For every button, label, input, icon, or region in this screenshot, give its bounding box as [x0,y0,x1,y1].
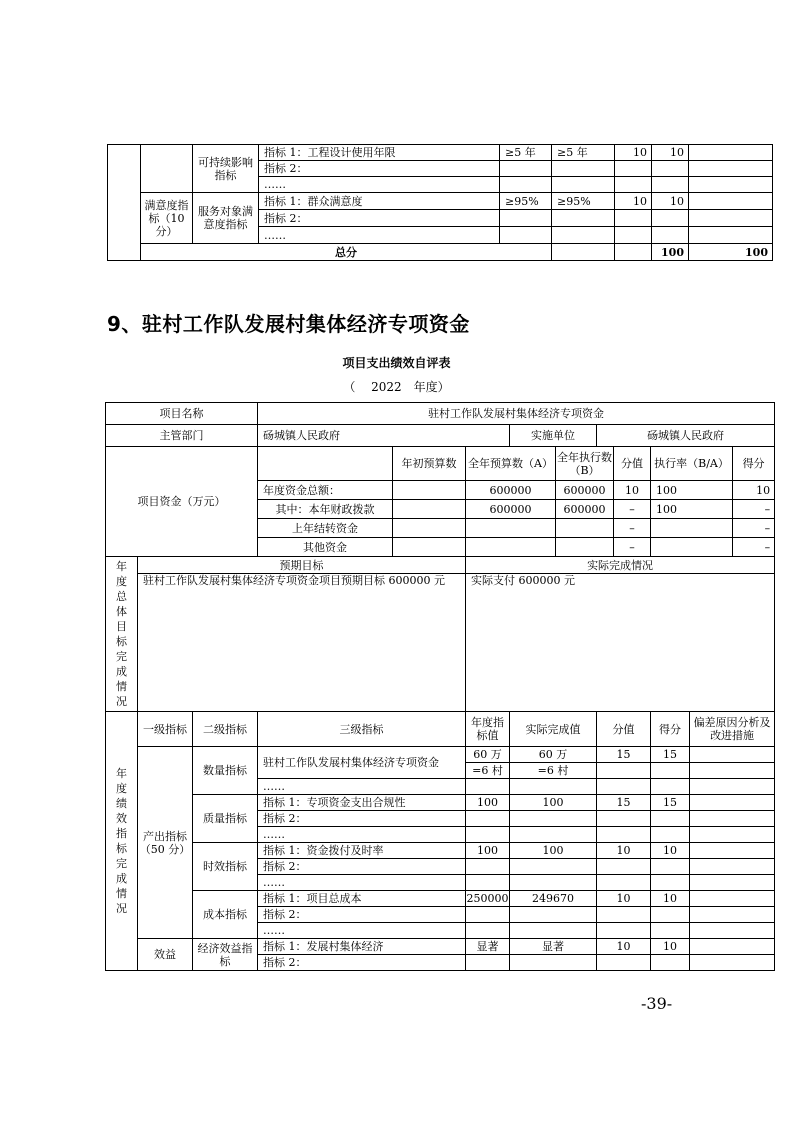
l2-sustainable: 可持续影响指标 [193,145,259,193]
score-value: – [733,500,775,519]
score-value: – [733,538,775,557]
actual-value: 显著 [510,939,597,955]
executed-value: 600000 [556,500,614,519]
project-name-value: 驻村工作队发展村集体经济专项资金 [258,403,775,425]
actual-value: ≥5 年 [552,145,615,161]
actual-goal-text: 实际支付 600000 元 [466,574,775,712]
dept-value: 砀城镇人民政府 [258,425,510,447]
weight-value: 10 [597,939,651,955]
indicator-name: 指标 1：资金拨付及时率 [258,843,466,859]
page-number: -39- [641,994,673,1013]
total-label: 总分 [141,244,552,261]
total-score: 100 [689,244,773,261]
score-value: 10 [733,481,775,500]
l2-economic: 经济效益指标 [193,939,258,971]
funds-row-label: 年度资金总额： [258,481,393,500]
indicator-name: 指标 2： [258,907,466,923]
indicator-name: …… [258,923,466,939]
score-value: 15 [651,795,690,811]
target-value: 250000 [466,892,509,905]
actual-goal-header: 实际完成情况 [466,557,775,574]
indicator-name: 指标 1：项目总成本 [258,891,466,907]
indicator-name: …… [258,779,466,795]
weight-value: 10 [597,891,651,907]
actual-value: 100 [510,795,597,811]
l1-satisfaction: 满意度指标（10 分） [141,193,193,244]
indicator-name: 指标 2： [259,161,500,177]
l2-service: 服务对象满意度指标 [193,193,259,244]
target-value: 显著 [466,939,510,955]
initial-budget-header: 年初预算数 [393,447,466,481]
score-value: 10 [651,891,690,907]
indicator-name: …… [259,177,500,193]
executed-header: 全年执行数（B） [556,447,614,481]
score-header: 得分 [651,712,690,747]
indicator-name: 驻村工作队发展村集体经济专项资金 [258,747,466,779]
full-year-budget-header: 全年预算数（A） [466,447,556,481]
actual-value: 249670 [510,891,597,907]
full-year-value: 600000 [466,481,556,500]
indicator-name: 指标 2： [258,955,466,971]
score-header: 得分 [733,447,775,481]
impl-value: 砀城镇人民政府 [597,425,775,447]
dept-label: 主管部门 [106,425,258,447]
score-value: 10 [651,939,690,955]
indicator-name: 指标 1：工程设计使用年限 [259,145,500,161]
actual-value: 60 万 [510,747,597,763]
indicator-name: …… [258,827,466,843]
target-value: 100 [466,843,510,859]
output-indicator-label: 产出指标（50 分） [138,747,193,939]
l2-header: 二级指标 [193,712,258,747]
score-value: 15 [651,747,690,763]
funds-row-label: 其中：本年财政拨款 [258,500,393,519]
indicator-name: 指标 2： [258,859,466,875]
l3-header: 三级指标 [258,712,466,747]
project-name-label: 项目名称 [106,403,258,425]
score-value: 10 [652,193,689,210]
actual-value: ≥95% [552,193,615,210]
target-value: ≥95% [500,193,552,210]
indicator-name: 指标 2： [259,210,500,227]
actual-value: 100 [510,843,597,859]
target-value: 100 [466,795,510,811]
target-value: ≥5 年 [500,145,552,161]
score-value: 10 [651,843,690,859]
rate-value: 100 [651,481,733,500]
indicator-name: 指标 2： [258,811,466,827]
indicators-side-label: 年度绩效指标完成情况 [106,712,138,971]
expected-goal-text: 驻村工作队发展村集体经济专项资金项目预期目标 600000 元 [138,574,466,712]
weight-value: 10 [615,193,652,210]
expected-goal-header: 预期目标 [138,557,466,574]
l1-header: 一级指标 [138,712,193,747]
target-value: 60 万 [466,747,510,763]
l2-cost: 成本指标 [193,891,258,939]
weight-value: – [614,538,651,557]
weight-header: 分值 [614,447,651,481]
rate-header: 执行率（B/A） [651,447,733,481]
empty-left-cell [108,145,141,261]
goals-side-label: 年度总体目标完成情况 [106,557,138,712]
weight-value: 15 [597,747,651,763]
indicator-name: …… [258,875,466,891]
full-year-value: 600000 [466,500,556,519]
executed-value: 600000 [556,481,614,500]
weight-value: 10 [615,145,652,161]
weight-value: – [614,519,651,538]
score-value: – [733,519,775,538]
weight-header: 分值 [597,712,651,747]
indicator-name: 指标 1：发展村集体经济 [258,939,466,955]
table-title: 项目支出绩效自评表 [342,356,451,370]
year-line: （ 2022 年度） [343,380,450,394]
evaluation-table [105,402,775,971]
continuation-table [107,144,773,261]
funds-row-label: 上年结转资金 [258,519,393,538]
target-header: 年度指标值 [466,712,510,747]
actual-header: 实际完成值 [510,712,597,747]
score-value: 10 [652,145,689,161]
weight-value: 15 [597,795,651,811]
weight-value: 10 [597,843,651,859]
l2-quantity: 数量指标 [193,747,258,795]
funds-row-label: 其他资金 [258,538,393,557]
section-heading: 9、驻村工作队发展村集体经济专项资金 [107,312,470,336]
funds-label: 项目资金（万元） [106,447,258,557]
indicator-name: …… [259,227,500,244]
indicator-name: 指标 1：专项资金支出合规性 [258,795,466,811]
analysis-header: 偏差原因分析及改进措施 [690,712,775,747]
actual-value: =6 村 [510,763,597,779]
impl-label: 实施单位 [510,425,597,447]
l2-timeliness: 时效指标 [193,843,258,891]
weight-value: 10 [614,481,651,500]
total-weight: 100 [652,244,689,261]
rate-value: 100 [651,500,733,519]
l2-quality: 质量指标 [193,795,258,843]
weight-value: – [614,500,651,519]
benefit-indicator-label: 效益 [138,939,193,971]
target-value: =6 村 [466,763,510,779]
indicator-name: 指标 1：群众满意度 [259,193,500,210]
